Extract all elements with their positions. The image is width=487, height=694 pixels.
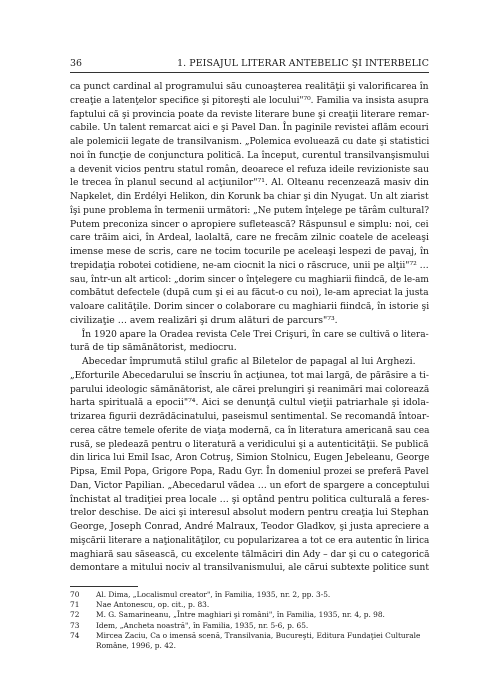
text-line: combătut defectele (după cum şi ei au făcut-o cu noi), le-am apreciat la justa <box>70 287 429 299</box>
text-line: noi în funcţie de conjunctura politică. La început, curentul transilvanşismului <box>70 149 430 161</box>
text-line: închistat al tradiţiei prea locale … şi optând pentru politica culturală a feres- <box>70 493 430 505</box>
text-line: Putem preconiza sincer o apropiere sufletească? Răspunsul e simplu: noi, cei <box>70 218 429 230</box>
text-line: le trecea în planul secund al acţiunilor"⁷¹. Al. Olteanu recenzează masiv din <box>70 177 429 189</box>
text-line: demontare a mitului nociv al transilvanismului, ale cărui subtexte politice sunt <box>70 562 429 574</box>
text-line: În 1920 apare la Oradea revista Cele Trei Crişuri, în care se cultivă o litera- <box>81 328 429 340</box>
text-line: maghiară sau săsească, cu excelente tălmăciri din Ady – dar şi cu o categorică <box>70 548 430 560</box>
text-line: faptului că şi provincia poate da reviste literare bune şi creaţii literare remar- <box>70 108 430 120</box>
footnote: 73 Idem, „Ancheta noastră", în Familia, 1935, nr. 5-6, p. 65. <box>70 620 309 630</box>
text-line: harta spirituală a epocii"⁷⁴. Aici se denunţă cultul vieţii patriarhale şi idola- <box>70 397 429 409</box>
text-line: Dan, Victor Papilian. „Abecedarul vădea … un efort de spargere a conceptului <box>70 479 430 491</box>
text-line: valoare calităţile. Dorim sincer o colaborare cu maghiarii fiindcă, în istorie şi <box>70 301 430 312</box>
text-line: cabile. Un talent remarcat aici e şi Pavel Dan. În paginile revistei aflăm ecouri <box>70 122 429 134</box>
text-line: Pipsa, Emil Popa, Grigore Popa, Radu Gyr. În domeniul prozei se preferă Pavel <box>70 466 429 477</box>
running-header <box>70 57 429 71</box>
footnote: 72 M. G. Samarineanu, „Între maghiari şi români", în Familia, 1935, nr. 4, p. 98. <box>70 610 385 620</box>
text-line: civilizaţie … avem realizări şi drum alături de parcurs"⁷³. <box>70 314 338 326</box>
running-title: 1. PEISAJUL LITERAR ANTEBELIC ŞI INTERBELIC <box>177 58 429 69</box>
text-line: creaţie a latenţelor specifice şi pitoreşti ale locului"⁷⁰. Familia va insista asupra <box>70 94 429 106</box>
body-text <box>70 80 429 575</box>
text-line: parului ideologic sămănătorist, ale cărei prelungiri şi reanimări mai colorează <box>70 383 430 395</box>
text-line: care trăim aici, în Ardeal, laolaltă, care ne frecăm zilnic coatele de aceleaşi <box>70 232 429 244</box>
footnotes <box>70 590 429 651</box>
text-line: trizarea figurii dezrădăcinatului, paseismul sentimental. Se recomandă întoar- <box>70 411 430 422</box>
footnote-continuation: Române, 1996, p. 42. <box>96 640 176 650</box>
text-line: imense mese de scris, care ne tocim tocurile pe aceleaşi lespezi de pavaj, în <box>70 246 429 257</box>
header-rule <box>70 72 429 73</box>
text-line: ale polemicii legate de transilvanism. „Polemica evoluează cu date şi statistici <box>70 136 430 147</box>
text-line: Napkelet, din Erdélyi Helikon, din Korunk ba chiar şi din Nyugat. Un alt ziarist <box>70 191 429 202</box>
text-line: a devenit vicios pentru statul român, deoarece el refuza ideile revizioniste sau <box>70 163 429 175</box>
footnote: 70 Al. Dima, „Localismul creator", în Familia, 1935, nr. 2, pp. 3-5. <box>70 590 331 599</box>
text-line: cerea către temele oferite de viaţa modernă, ca în literatura americană sau cea <box>70 424 430 436</box>
text-line: trepidaţia robotei cotidiene, ne-am ciocnit la nici o răscruce, unii pe alţii"⁷² … <box>70 259 429 271</box>
text-line: „Eforturile Abecedarului se înscriu în acţiunea, tot mai largă, de părăsire a ti- <box>70 369 429 381</box>
text-line: îşi pune problema în termenii următori: „Ne putem înţelege pe tărâm cultural? <box>70 204 430 216</box>
text-line: rusă, se pledează pentru o literatură a veridicului şi a autenticităţii. Se publică <box>70 438 429 450</box>
text-line: din lirica lui Emil Isac, Aron Cotruş, Simion Stolnicu, Eugen Jebeleanu, George <box>70 452 430 464</box>
text-line: George, Joseph Conrad, André Malraux, Teodor Gladkov, şi justa apreciere a <box>70 521 430 532</box>
text-line: Abecedar împrumută stilul grafic al Biletelor de papagal al lui Arghezi. <box>82 356 416 367</box>
text-line: tură de tip sămănătorist, mediocru. <box>70 342 237 354</box>
footnote: 71 Nae Antonescu, op. cit., p. 83. <box>70 600 210 610</box>
text-line: ca punct cardinal al programului său cunoaşterea realităţii şi valorificarea în <box>70 81 429 92</box>
text-line: mişcării literare a naţionalităţilor, cu popularizarea a tot ce era autentic în lirica <box>70 534 430 546</box>
text-line: trelor deschise. De aici şi interesul absolut modern pentru creaţia lui Stephan <box>70 507 429 519</box>
footnote-rule <box>70 586 138 587</box>
footnote: 74 Mircea Zaciu, Ca o imensă scenă, Transilvania, Bucureşti, Editura Fundaţiei Culturale <box>70 630 421 640</box>
page-number: 36 <box>70 58 82 69</box>
text-line: sau, într-un alt articol: „dorim sincer o înţelegere cu maghiarii fiindcă, de le-am <box>70 273 429 285</box>
